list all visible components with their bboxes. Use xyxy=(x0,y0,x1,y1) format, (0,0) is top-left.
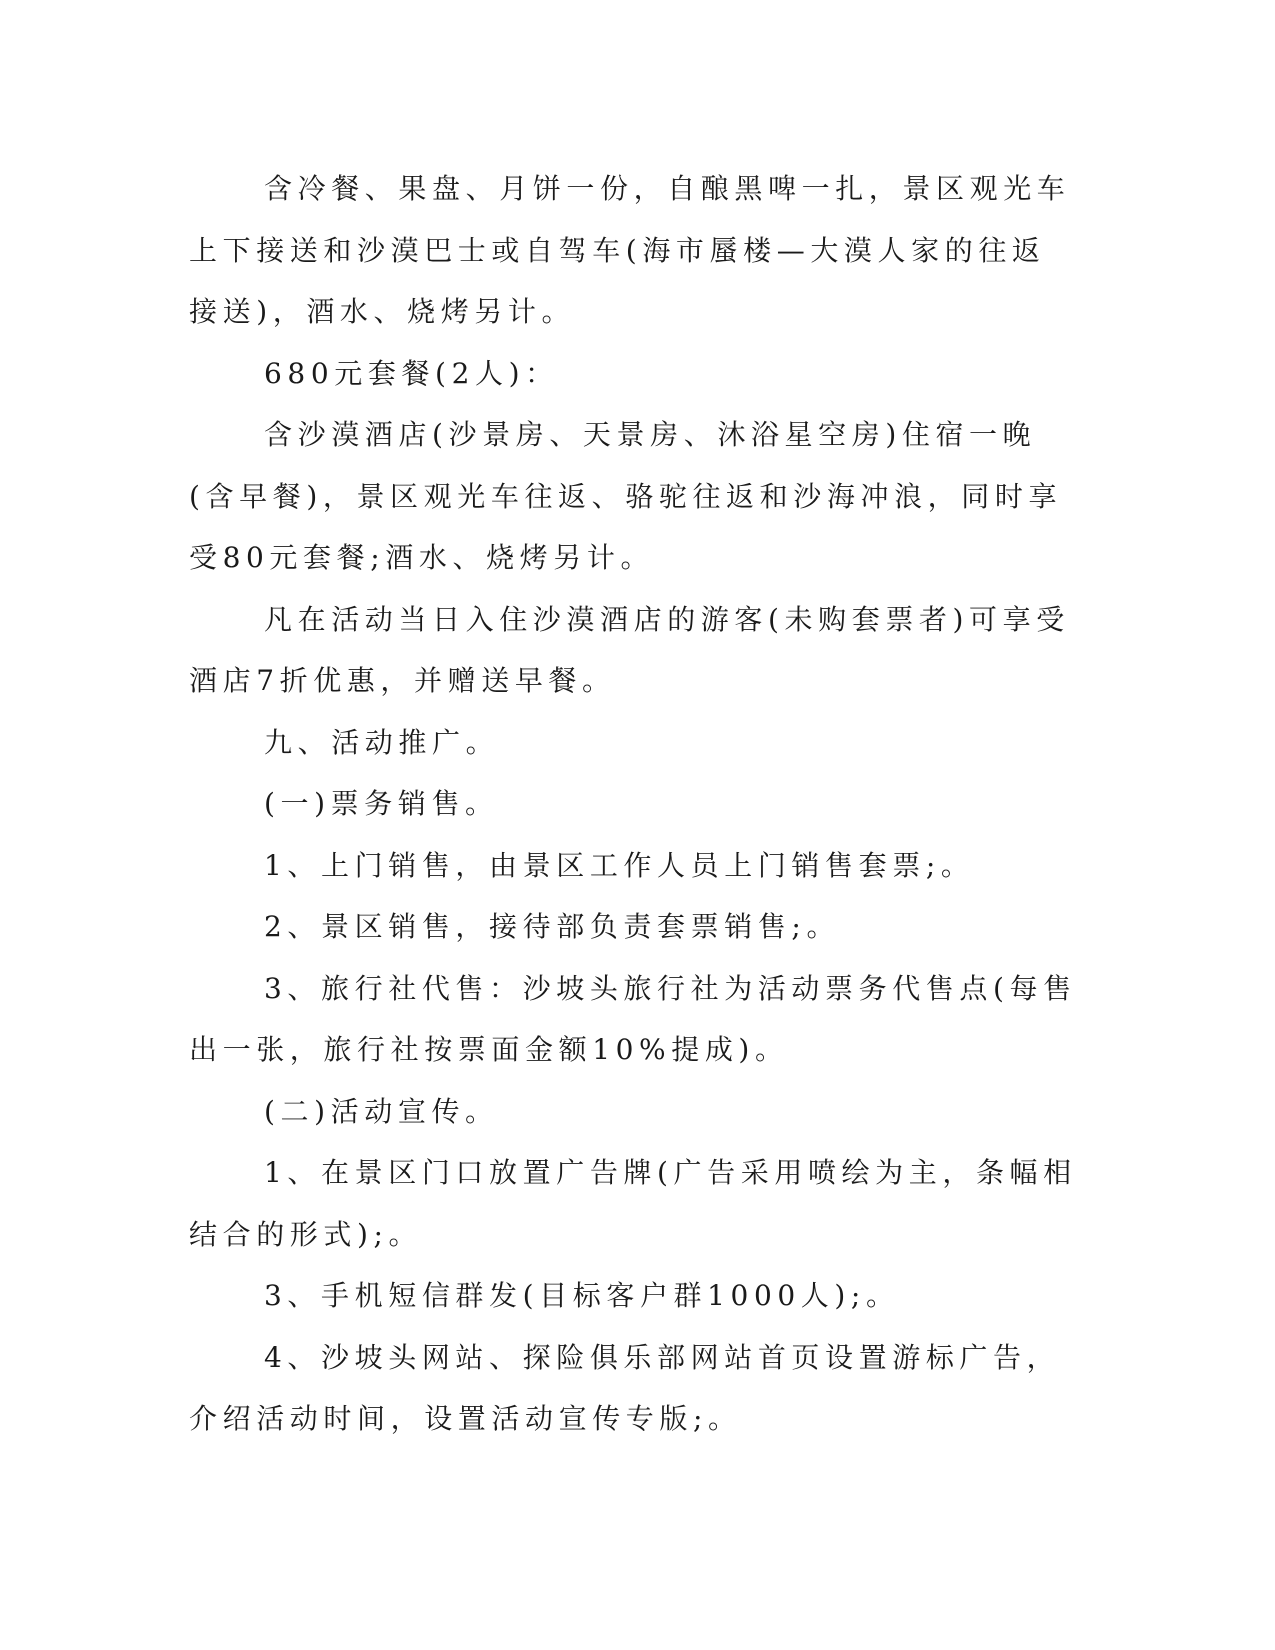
section-heading-promotion: 九、活动推广。 xyxy=(264,725,500,759)
paragraph-680-package-details: 含沙漠酒店(沙景房、天景房、沐浴星空房)住宿一晚(含早餐)，景区观光车往返、骆驼往返和沙海冲浪，同时享受80元套餐;酒水、烧烤另计。 xyxy=(189,418,1063,574)
paragraph-package-meal-details: 含冷餐、果盘、月饼一份，自酿黑啤一扎，景区观光车上下接送和沙漠巴士或自驾车(海市蜃楼—大漠人家的往返接送)，酒水、烧烤另计。 xyxy=(189,172,1071,328)
list-item-scenic-area-sales: 2、景区销售，接待部负责套票销售;。 xyxy=(264,910,841,943)
list-item-door-to-door-sales: 1、上门销售，由景区工作人员上门销售套票;。 xyxy=(264,848,975,882)
list-item-billboards: 1、在景区门口放置广告牌(广告采用喷绘为主，条幅相结合的形式);。 xyxy=(189,1156,1077,1251)
document-body xyxy=(189,158,1079,1450)
paragraph-hotel-discount: 凡在活动当日入住沙漠酒店的游客(未购套票者)可享受酒店7折优惠，并赠送早餐。 xyxy=(189,602,1070,697)
list-item-website-ads: 4、沙坡头网站、探险俱乐部网站首页设置游标广告，介绍活动时间，设置活动宣传专版;。 xyxy=(189,1340,1061,1435)
list-item-sms-broadcast: 3、手机短信群发(目标客户群1000人);。 xyxy=(264,1279,900,1312)
list-item-travel-agency-sales: 3、旅行社代售：沙坡头旅行社为活动票务代售点(每售出一张，旅行社按票面金额10%提成)。 xyxy=(189,971,1077,1066)
subheading-ticket-sales: (一)票务销售。 xyxy=(264,787,499,820)
paragraph-680-package-title: 680元套餐(2人)： xyxy=(264,356,559,390)
subheading-event-publicity: (二)活动宣传。 xyxy=(264,1094,499,1128)
